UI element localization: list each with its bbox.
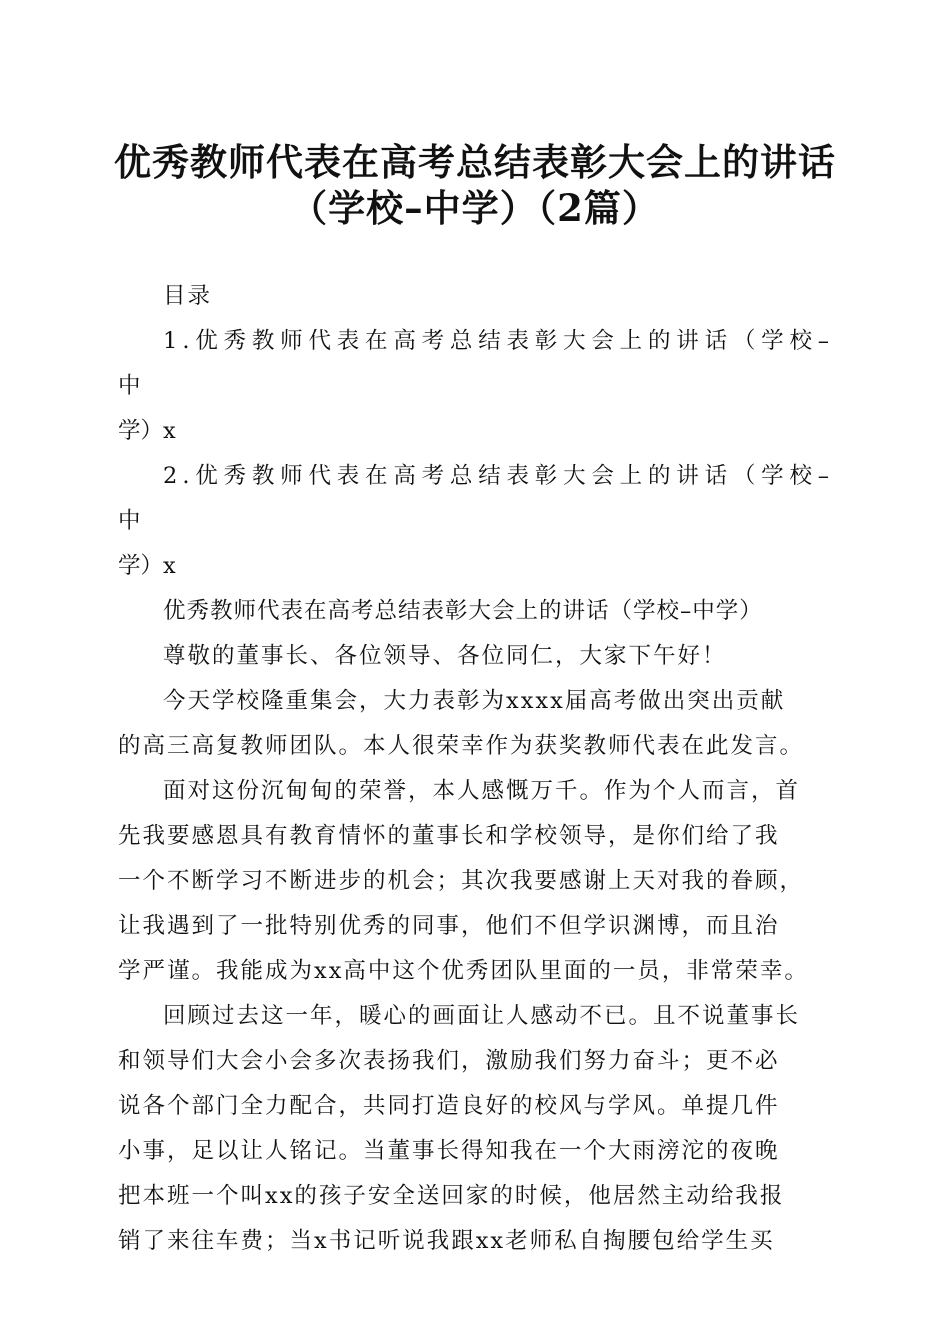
toc-item[interactable] xyxy=(118,319,834,454)
paragraph-line: 销了来往车费；当x书记听说我跟xx老师私自掏腰包给学生买 xyxy=(118,1228,775,1254)
toc-item-text: 1.优秀教师代表在高考总结表彰大会上的讲话（学校–中 xyxy=(118,328,834,399)
paragraph-line: 让我遇到了一批特别优秀的同事，他们不但学识渊博，而且治 xyxy=(118,913,780,939)
paragraph-line: 先我要感恩具有教育情怀的董事长和学校领导，是你们给了我 xyxy=(118,823,780,849)
document-body xyxy=(118,274,834,1264)
paragraph-3 xyxy=(118,994,834,1264)
document-title-line-1: 优秀教师代表在高考总结表彰大会上的讲话 xyxy=(114,140,836,184)
toc-item-text-continued: 学）x xyxy=(118,553,176,579)
paragraph-line: 的高三高复教师团队。本人很荣幸作为获奖教师代表在此发言。 xyxy=(118,733,805,759)
toc-heading: 目录 xyxy=(163,283,213,309)
paragraph-line: 一个不断学习不断进步的机会；其次我要感谢上天对我的眷顾， xyxy=(118,868,805,894)
document-title-line-2: （学校–中学）（2篇） xyxy=(290,186,660,230)
paragraph-1 xyxy=(118,679,834,769)
paragraph-line: 学严谨。我能成为xx高中这个优秀团队里面的一员，非常荣幸。 xyxy=(118,958,809,984)
paragraph-2 xyxy=(118,769,834,994)
paragraph-line: 和领导们大会小会多次表扬我们，激励我们努力奋斗；更不必 xyxy=(118,1048,780,1074)
section-title: 优秀教师代表在高考总结表彰大会上的讲话（学校–中学） xyxy=(163,598,763,624)
toc-item-text-continued: 学）x xyxy=(118,418,176,444)
greeting: 尊敬的董事长、各位领导、各位同仁，大家下午好！ xyxy=(163,643,727,669)
paragraph-line: 说各个部门全力配合，共同打造良好的校风与学风。单提几件 xyxy=(118,1093,780,1119)
paragraph-line: 把本班一个叫xx的孩子安全送回家的时候，他居然主动给我报 xyxy=(118,1183,785,1209)
toc-item-text: 2.优秀教师代表在高考总结表彰大会上的讲话（学校–中 xyxy=(118,463,834,534)
paragraph-line: 面对这份沉甸甸的荣誉，本人感慨万千。作为个人而言，首 xyxy=(163,778,801,804)
toc-item[interactable] xyxy=(118,454,834,589)
paragraph-line: 小事，足以让人铭记。当董事长得知我在一个大雨滂沱的夜晚 xyxy=(118,1138,780,1164)
paragraph-line: 回顾过去这一年，暖心的画面让人感动不已。且不说董事长 xyxy=(163,1003,801,1029)
paragraph-line: 今天学校隆重集会，大力表彰为xxxx届高考做出突出贡献 xyxy=(163,688,786,714)
